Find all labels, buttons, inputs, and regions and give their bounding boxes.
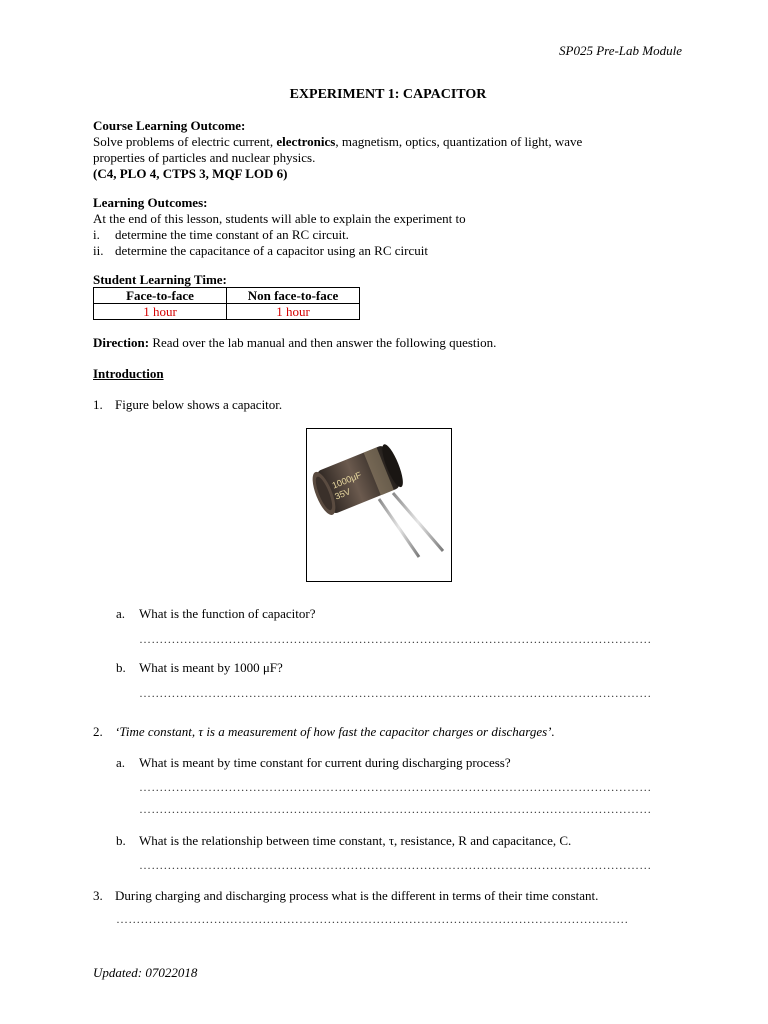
list-item: ii. determine the capacitance of a capacitor using an RC circuit — [93, 243, 428, 258]
slt-col-non-face-to-face: Non face-to-face — [227, 288, 360, 304]
answer-line[interactable]: ……………………………………………………………………………………………………………… — [116, 912, 629, 926]
capacitor-value-label: 1000μF — [330, 469, 363, 491]
answer-line[interactable]: ……………………………………………………………………………………………………………… — [139, 632, 652, 646]
question-1b: b. What is meant by 1000 μF? — [116, 660, 283, 675]
direction-text: Read over the lab manual and then answer the following question. — [149, 335, 497, 350]
direction — [93, 335, 496, 351]
question-2: 2. ‘Time constant, τ is a measurement of how fast the capacitor charges or discharges’. — [93, 724, 555, 739]
question-2a: a. What is meant by time constant for current during discharging process? — [116, 755, 511, 770]
lo-heading: Learning Outcomes: — [93, 195, 208, 210]
module-header: SP025 Pre-Lab Module — [559, 43, 682, 58]
answer-line[interactable]: ……………………………………………………………………………………………………………… — [139, 686, 652, 700]
answer-line[interactable]: ……………………………………………………………………………………………………………… — [139, 780, 652, 794]
course-learning-outcome — [93, 118, 653, 182]
lo-list — [93, 227, 653, 259]
updated-date: Updated: 07022018 — [93, 965, 198, 980]
clo-text-line2: properties of particles and nuclear physics. — [93, 150, 316, 165]
question-2b: b. What is the relationship between time constant, τ, resistance, R and capacitance, C. — [116, 833, 572, 848]
capacitor-voltage-label: 35V — [333, 486, 352, 502]
capacitor-figure — [306, 428, 452, 582]
slt-table — [93, 287, 360, 320]
slt-value-face-to-face: 1 hour — [94, 304, 227, 320]
clo-text: Solve problems of electric current, electronics, magnetism, optics, quantization of light, wave — [93, 134, 583, 149]
slt-col-face-to-face: Face-to-face — [94, 288, 227, 304]
answer-line[interactable]: ……………………………………………………………………………………………………………… — [139, 858, 652, 872]
question-1a: a. What is the function of capacitor? — [116, 606, 316, 621]
slt-value-non-face-to-face: 1 hour — [227, 304, 360, 320]
capacitor-image — [307, 429, 451, 581]
slt-heading: Student Learning Time: — [93, 272, 227, 287]
page-title: EXPERIMENT 1: CAPACITOR — [289, 87, 487, 102]
answer-line[interactable]: ……………………………………………………………………………………………………………… — [139, 802, 652, 816]
question-1: 1. Figure below shows a capacitor. — [93, 397, 283, 412]
clo-heading: Course Learning Outcome: — [93, 118, 246, 133]
list-item: i. determine the time constant of an RC circuit. — [93, 227, 349, 242]
introduction-heading: Introduction — [93, 366, 164, 381]
direction-label: Direction: — [93, 335, 150, 350]
clo-codes: (C4, PLO 4, CTPS 3, MQF LOD 6) — [93, 166, 288, 181]
lo-intro: At the end of this lesson, students will able to explain the experiment to — [93, 211, 466, 226]
learning-outcomes — [93, 195, 653, 259]
question-3: 3. During charging and discharging process what is the different in terms of their time constant. — [93, 888, 599, 903]
